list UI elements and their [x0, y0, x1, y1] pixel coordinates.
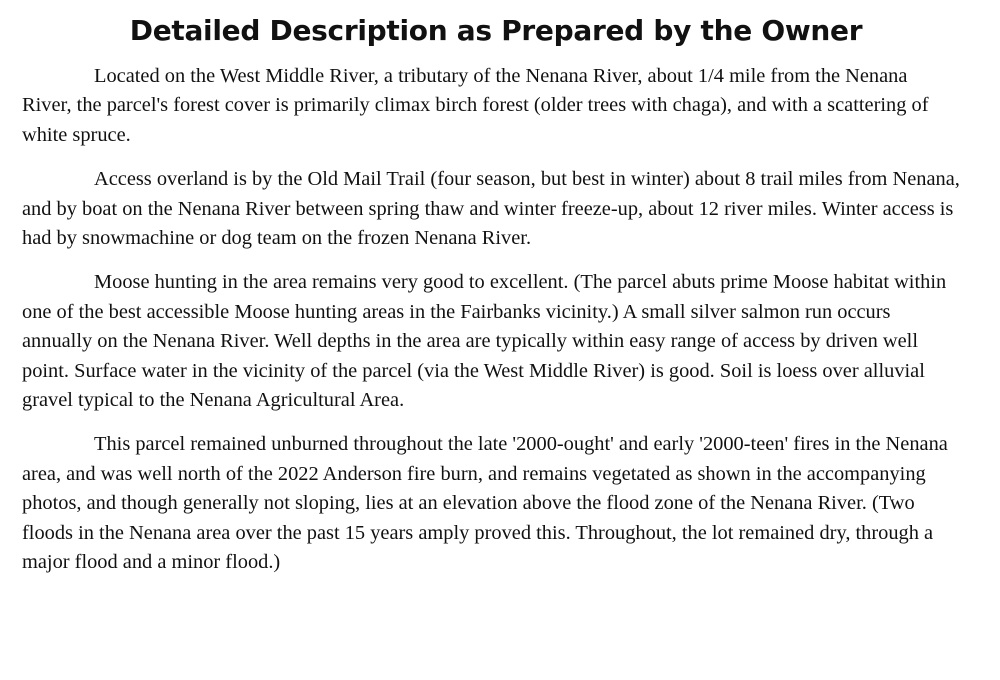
paragraph-location: Located on the West Middle River, a tributary of the Nenana River, about 1/4 mile from the Nenana River, the parcel's forest cover is primarily climax birch forest (older trees with chaga), and with a scattering of white spruce.: [22, 65, 929, 146]
document-title: Detailed Description as Prepared by the Owner: [129, 14, 863, 47]
paragraph-access: Access overland is by the Old Mail Trail (four season, but best in winter) about 8 trail miles from Nenana, and by boat on the Nenana River between spring thaw and winter freeze-up, about 12 river miles. Winter access is had by snowmachine or dog team on the frozen Nenana River.: [22, 168, 960, 250]
paragraph-fire-flood: This parcel remained unburned throughout the late '2000-ought' and early '2000-teen' fires in the Nenana area, and was well north of the 2022 Anderson fire burn, and remains vegetated as shown in the accompanying photos, and though generally not sloping, lies at an elevation above the flood zone of the Nenana River. (Two floods in the Nenana area over the past 15 years amply proved this. Throughout, the lot remained dry, through a major flood and a minor flood.): [22, 433, 948, 574]
paragraph-resources: Moose hunting in the area remains very good to excellent. (The parcel abuts prime Moose habitat within one of the best accessible Moose hunting areas in the Fairbanks vicinity.) A small silver salmon run occurs annually on the Nenana River. Well depths in the area are typically within easy range of access by driven well point. Surface water in the vicinity of the parcel (via the West Middle River) is good. Soil is loess over alluvial gravel typical to the Nenana Agricultural Area.: [22, 271, 947, 412]
